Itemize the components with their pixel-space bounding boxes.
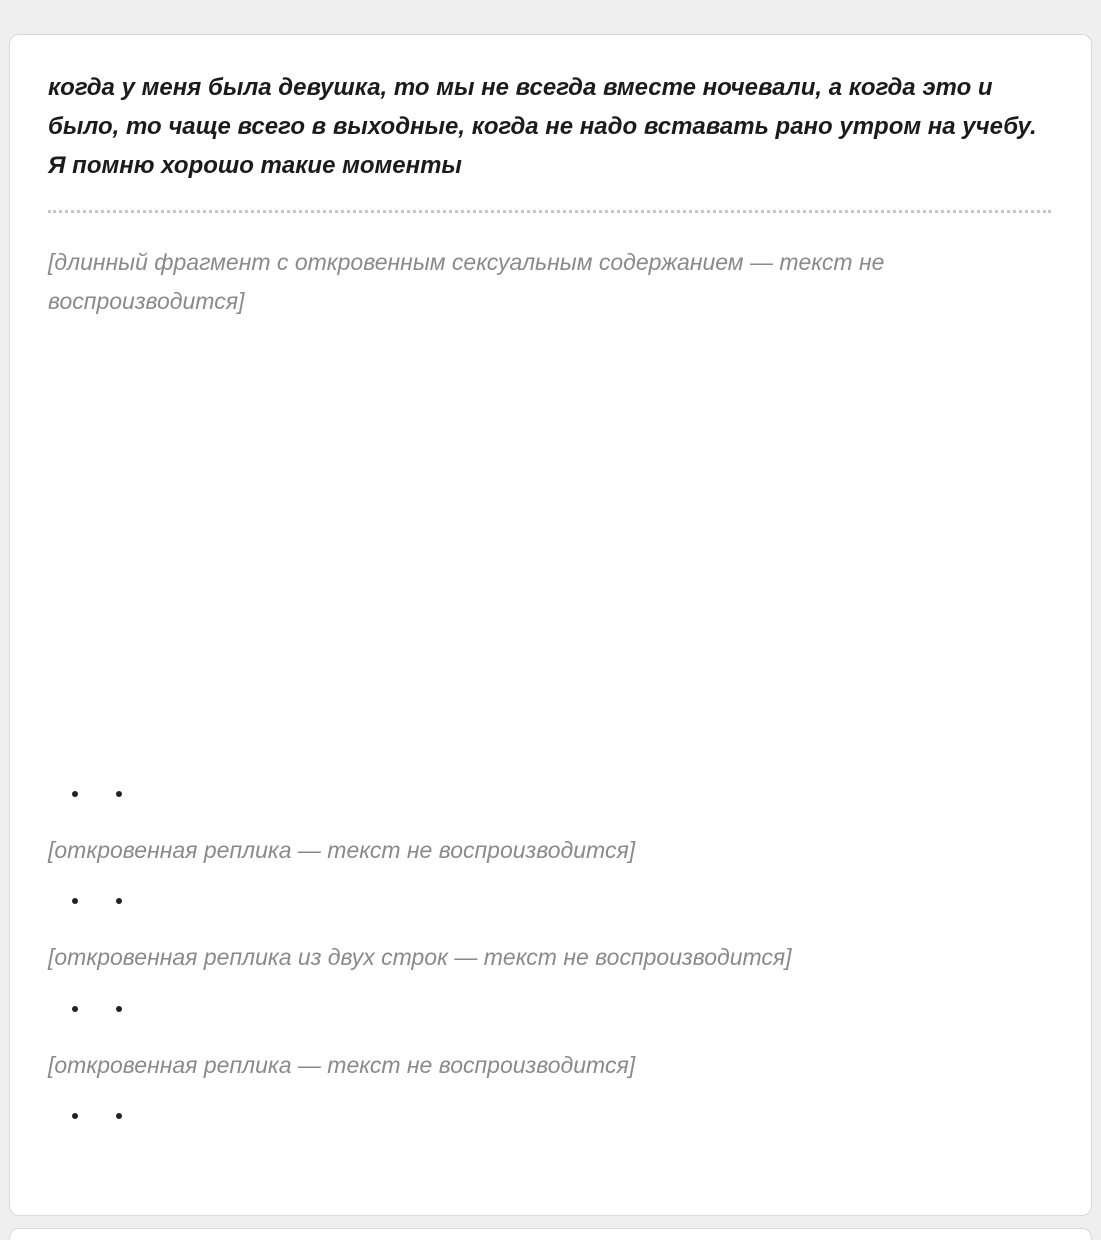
post-paragraph: [откровенная реплика — текст не воспроизводится] bbox=[48, 836, 636, 863]
bullet-dot-icon bbox=[72, 898, 78, 904]
bullet-dot-icon bbox=[72, 791, 78, 797]
bullet-dot-icon bbox=[116, 898, 122, 904]
post-paragraph: [откровенная реплика — текст не воспроизводится] bbox=[48, 1051, 636, 1078]
dot-separator bbox=[48, 791, 1051, 797]
quote-card bbox=[9, 34, 1092, 1216]
bullet-dot-icon bbox=[72, 1006, 78, 1012]
dot-separator bbox=[48, 1113, 1051, 1119]
quote-header-text: когда у меня была девушка, то мы не всегда вместе ночевали, а когда это и было, то чаще всего в выходные, когда не надо вставать рано утром на учебу. Я помню хорошо такие моменты bbox=[48, 74, 1037, 179]
bullet-dot-icon bbox=[116, 1006, 122, 1012]
bullet-dot-icon bbox=[72, 1113, 78, 1119]
dot-separator bbox=[48, 1006, 1051, 1012]
bullet-dot-icon bbox=[116, 1113, 122, 1119]
bullet-dot-icon bbox=[116, 791, 122, 797]
next-card-top-edge bbox=[9, 1228, 1092, 1240]
dot-separator bbox=[48, 898, 1051, 904]
dotted-divider bbox=[48, 210, 1051, 213]
post-paragraph: [длинный фрагмент с откровенным сексуальным содержанием — текст не воспроизводится] bbox=[48, 248, 885, 315]
post-paragraph: [откровенная реплика из двух строк — текст не воспроизводится] bbox=[48, 944, 792, 971]
